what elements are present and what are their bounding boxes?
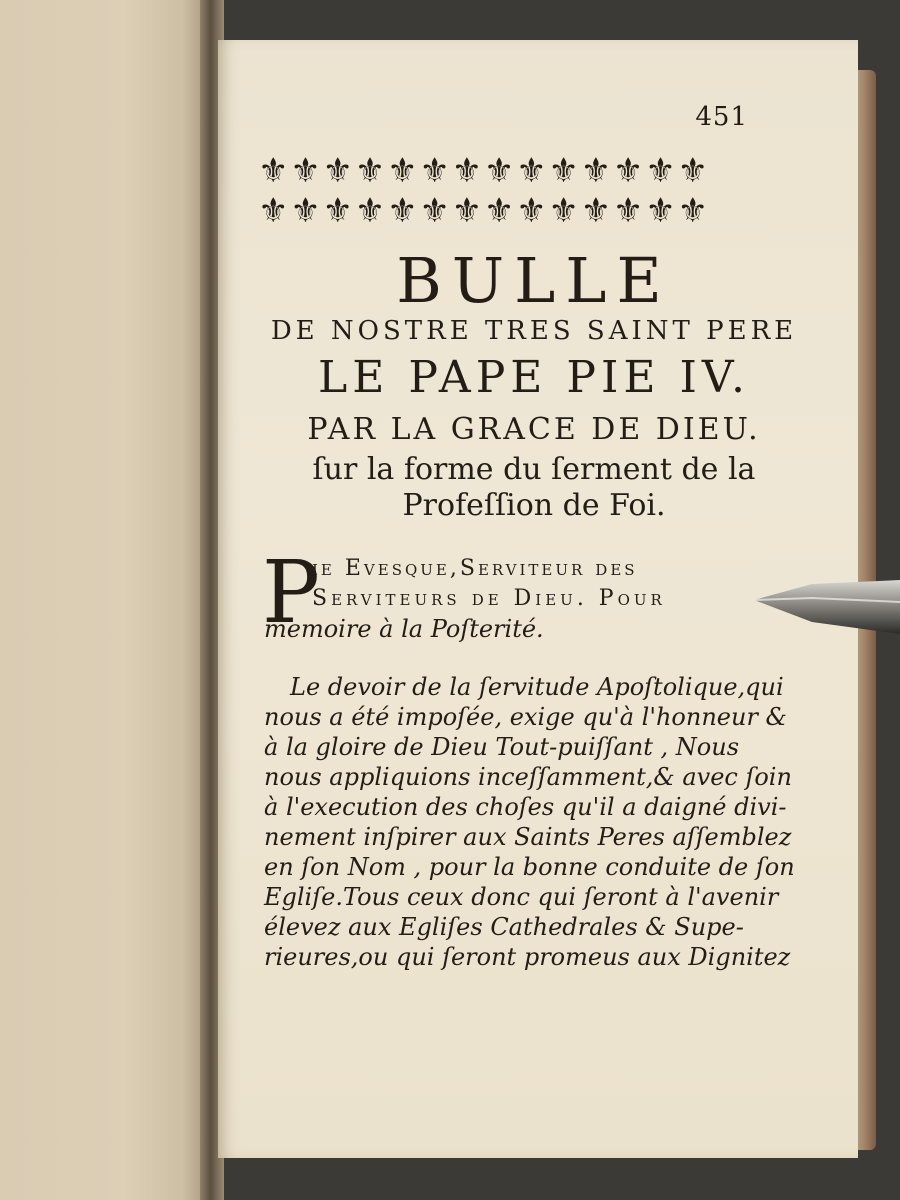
body-line: nement inſpirer aux Saints Peres aſſemblez: [264, 823, 792, 851]
fleur-de-lis-icon: ⚜: [290, 151, 321, 191]
fleur-de-lis-icon: ⚜: [580, 151, 612, 191]
fleur-de-lis-icon: ⚜: [419, 151, 450, 191]
left-facing-page: [0, 0, 208, 1200]
opening-line: memoire à la Poſterité.: [264, 615, 544, 643]
body-line: Le devoir de la ſervitude Apoſtolique,qui: [290, 673, 784, 701]
title-line: DE NOSTRE TRES SAINT PERE: [270, 316, 798, 346]
fleur-de-lis-ornament-row: [258, 191, 708, 231]
page-number: 451: [695, 102, 748, 132]
fleur-de-lis-icon: ⚜: [645, 151, 676, 191]
body-line: nous a été impoſée, exige qu'à l'honneur &: [264, 703, 787, 731]
body-line: nous appliquions inceſſamment,& avec ſoin: [264, 763, 792, 791]
fleur-de-lis-icon: ⚜: [451, 151, 483, 191]
drop-cap: P: [262, 543, 320, 643]
body-line: à l'execution des choſes qu'il a daigné divi-: [264, 793, 787, 821]
fleur-de-lis-ornament-row: [258, 151, 708, 191]
fleur-de-lis-icon: ⚜: [354, 151, 386, 191]
fleur-de-lis-icon: ⚜: [354, 191, 386, 231]
pen-pointer: [752, 576, 900, 636]
fleur-de-lis-icon: ⚜: [516, 191, 547, 231]
fleur-de-lis-icon: ⚜: [645, 191, 676, 231]
body-line: en ſon Nom , pour la bonne conduite de ſon: [264, 853, 795, 881]
fleur-de-lis-icon: ⚜: [258, 191, 289, 231]
fleur-de-lis-icon: ⚜: [322, 151, 354, 191]
fleur-de-lis-icon: ⚜: [419, 191, 450, 231]
body-line: à la gloire de Dieu Tout-puiſſant , Nous: [264, 733, 740, 761]
fleur-de-lis-icon: ⚜: [677, 151, 708, 191]
fleur-de-lis-icon: ⚜: [483, 151, 515, 191]
fleur-de-lis-icon: ⚜: [290, 191, 321, 231]
body-line: rieures,ou qui ſeront promeus aux Dignitez: [264, 943, 791, 971]
subtitle-line: Profeſſion de Foi.: [402, 488, 666, 523]
fleur-de-lis-icon: ⚜: [483, 191, 515, 231]
title-line: LE PAPE PIE IV.: [318, 352, 750, 403]
fleur-de-lis-icon: ⚜: [612, 191, 644, 231]
opening-line: ie Evesque,Serviteur des: [312, 556, 638, 581]
fleur-de-lis-icon: ⚜: [548, 191, 579, 231]
opening-line: Serviteurs de Dieu. Pour: [312, 586, 666, 611]
fleur-de-lis-icon: ⚜: [580, 191, 612, 231]
page-title: BULLE: [396, 244, 672, 317]
body-line: élevez aux Egliſes Cathedrales & Supe-: [264, 913, 744, 941]
fleur-de-lis-icon: ⚜: [387, 151, 418, 191]
fleur-de-lis-icon: ⚜: [387, 191, 418, 231]
fleur-de-lis-icon: ⚜: [548, 151, 579, 191]
fleur-de-lis-icon: ⚜: [612, 151, 644, 191]
fleur-de-lis-icon: ⚜: [258, 151, 289, 191]
fleur-de-lis-icon: ⚜: [322, 191, 354, 231]
title-line: PAR LA GRACE DE DIEU.: [307, 412, 761, 447]
fleur-de-lis-icon: ⚜: [677, 191, 708, 231]
fleur-de-lis-icon: ⚜: [516, 151, 547, 191]
body-line: Egliſe.Tous ceux donc qui ſeront à l'avenir: [264, 883, 779, 911]
fleur-de-lis-icon: ⚜: [451, 191, 483, 231]
subtitle-line: ſur la forme du ſerment de la: [312, 452, 756, 487]
